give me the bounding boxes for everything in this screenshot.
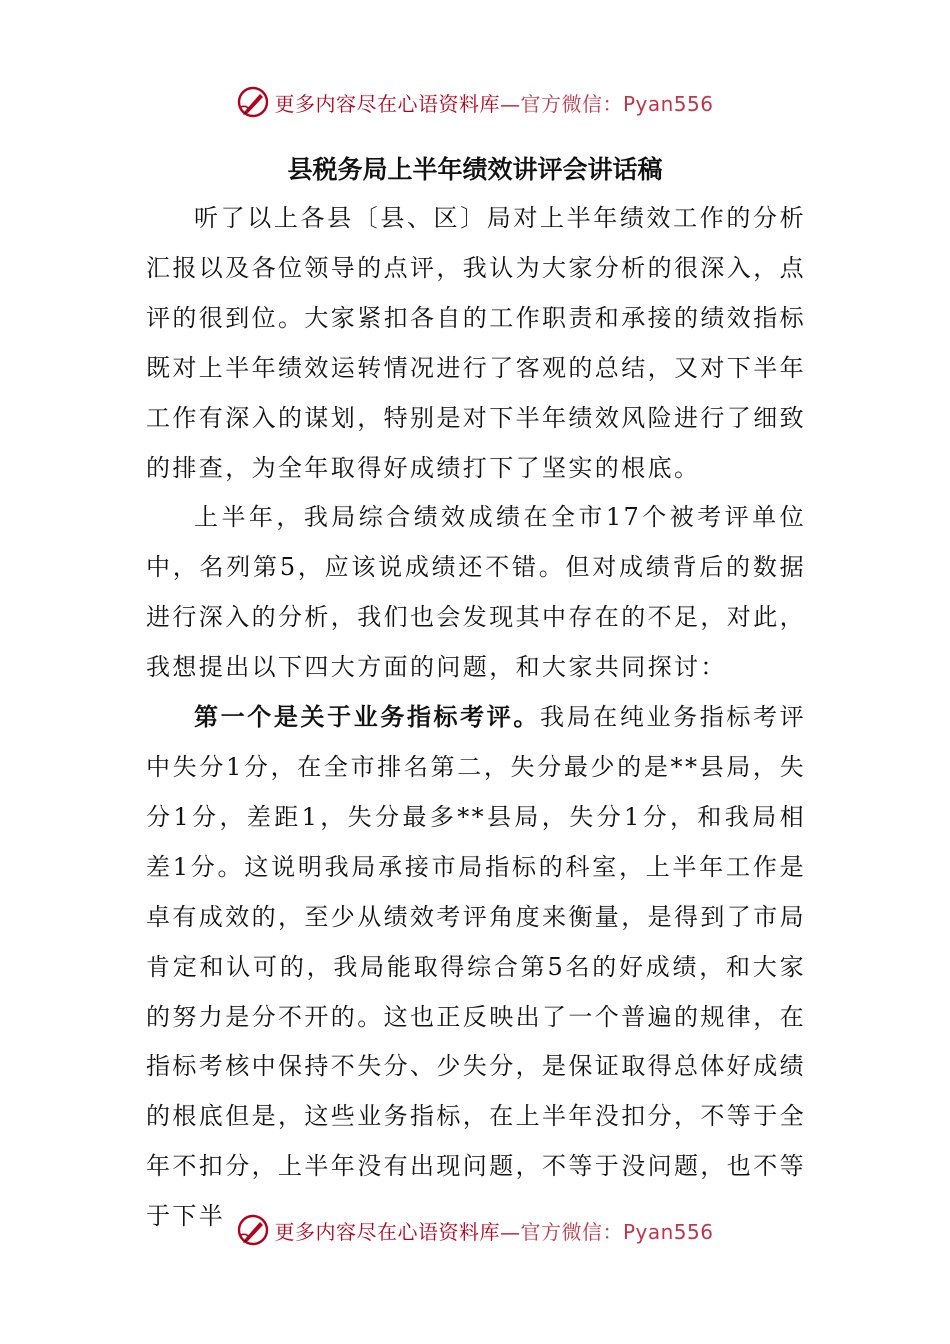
paragraph-3-lead: 第一个是关于业务指标考评。 [194, 703, 541, 732]
paragraph-1-text: 听了以上各县〔县、区〕局对上半年绩效工作的分析汇报以及各位领导的点评，我认为大家分析的很深入，点评的很到位。大家紧扣各自的工作职责和承接的绩效指标既对上半年绩效运转情况进行了客观的总结，又对下半年工作有深入的谋划，特别是对下半年绩效风险进行了细致的排查，为全年取得好成绩打下了坚实的根底。 [146, 204, 806, 482]
watermark-prefix: 更多内容尽在心语资料库— [274, 91, 521, 116]
paragraph-1 [146, 194, 806, 493]
watermark-header [0, 82, 950, 122]
watermark-contact: 官方微信：Pyan556 [520, 1219, 714, 1244]
paragraph-2 [146, 493, 806, 693]
document-body [146, 194, 806, 1242]
document-title: 县税务局上半年绩效讲评会讲话稿 [287, 155, 663, 184]
pen-circle-icon [236, 1213, 270, 1247]
watermark-contact: 官方微信：Pyan556 [520, 91, 714, 116]
pen-circle-icon [236, 85, 270, 119]
watermark-footer [0, 1210, 950, 1250]
paragraph-3 [146, 693, 806, 1242]
watermark-text [274, 88, 713, 117]
watermark-text [274, 1216, 713, 1245]
watermark-prefix: 更多内容尽在心语资料库— [274, 1219, 521, 1244]
paragraph-3-text: 我局在纯业务指标考评中失分1分，在全市排名第二，失分最少的是**县局，失分1分，差距1，失分最多**县局，失分1分，和我局相差1分。这说明我局承接市局指标的科室，上半年工作是卓有成效的，至少从绩效考评角度来衡量，是得到了市局肯定和认可的，我局能取得综合第5名的好成绩，和大家的努力是分不开的。这也正反映出了一个普遍的规律，在指标考核中保持不失分、少失分，是保证取得总体好成绩的根底但是，这些业务指标，在上半年没扣分，不等于全年不扣分，上半年没有出现问题，不等于没问题，也不等于下半 [146, 703, 807, 1231]
paragraph-2-text: 上半年，我局综合绩效成绩在全市17个被考评单位中，名列第5，应该说成绩还不错。但对成绩背后的数据进行深入的分析，我们也会发现其中存在的不足，对此，我想提出以下四大方面的问题，和大家共同探讨： [146, 503, 806, 682]
